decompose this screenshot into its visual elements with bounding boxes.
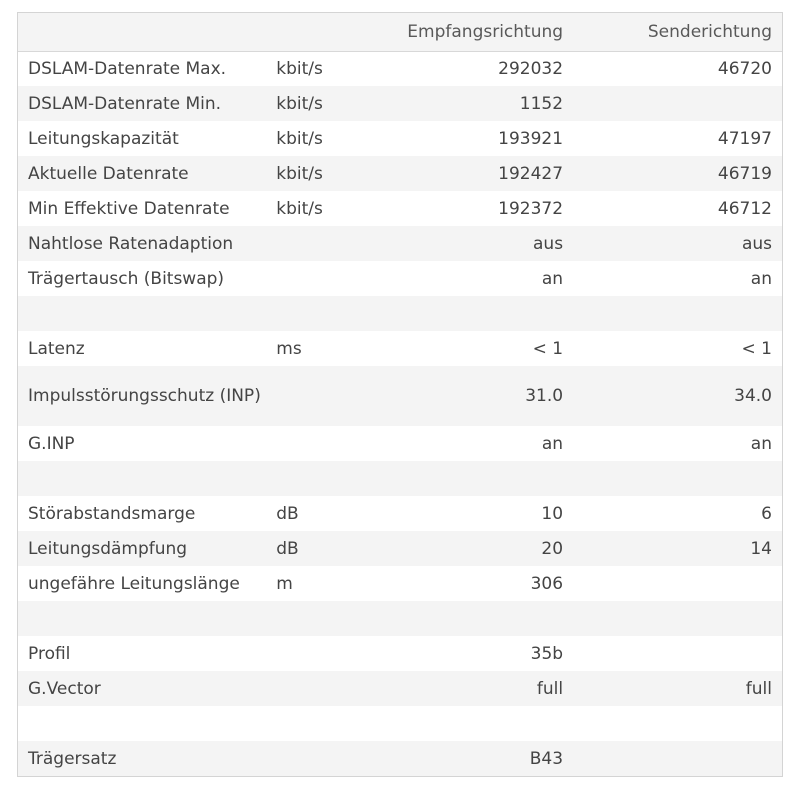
table-row bbox=[18, 426, 782, 461]
row-downstream-value: an bbox=[541, 268, 564, 289]
table-row bbox=[18, 636, 782, 671]
row-unit: dB bbox=[276, 503, 299, 524]
table-row bbox=[18, 261, 782, 296]
table-row bbox=[18, 331, 782, 366]
row-downstream-value: 192372 bbox=[498, 198, 564, 219]
table-row bbox=[18, 121, 782, 156]
table-row bbox=[18, 191, 782, 226]
row-label: Störabstandsmarge bbox=[28, 503, 196, 524]
row-upstream-value: 6 bbox=[761, 503, 772, 524]
table-row bbox=[18, 156, 782, 191]
table-row bbox=[18, 496, 782, 531]
row-label: Min Effektive Datenrate bbox=[28, 198, 230, 219]
row-unit bbox=[266, 706, 373, 741]
row-label: Leitungsdämpfung bbox=[28, 538, 188, 559]
row-upstream-value bbox=[573, 636, 782, 671]
row-unit bbox=[266, 261, 373, 296]
row-upstream-value bbox=[573, 86, 782, 121]
table-header-row bbox=[18, 13, 782, 51]
row-downstream-value: 1152 bbox=[519, 93, 564, 114]
row-downstream-value: full bbox=[536, 678, 564, 699]
row-unit bbox=[266, 671, 373, 706]
row-unit: kbit/s bbox=[276, 198, 323, 219]
row-label: Trägersatz bbox=[28, 748, 117, 769]
table-row bbox=[18, 706, 782, 741]
header-downstream: Empfangsrichtung bbox=[373, 13, 573, 51]
row-label bbox=[18, 296, 266, 331]
row-downstream-value: 31.0 bbox=[525, 386, 564, 406]
row-unit: kbit/s bbox=[276, 128, 323, 149]
row-downstream-value bbox=[373, 296, 573, 331]
row-downstream-value: aus bbox=[533, 233, 564, 254]
row-label: ungefähre Leitungslänge bbox=[28, 573, 240, 594]
table-row bbox=[18, 86, 782, 121]
row-upstream-value: 46719 bbox=[717, 163, 772, 184]
row-unit: kbit/s bbox=[276, 163, 323, 184]
table-row bbox=[18, 566, 782, 601]
row-upstream-value: 34.0 bbox=[734, 386, 772, 406]
row-label bbox=[18, 461, 266, 496]
row-upstream-value: 46712 bbox=[717, 198, 772, 219]
row-label bbox=[18, 601, 266, 636]
row-downstream-value: 306 bbox=[530, 573, 564, 594]
row-unit: dB bbox=[276, 538, 299, 559]
row-label: Trägertausch (Bitswap) bbox=[28, 268, 225, 289]
header-upstream: Senderichtung bbox=[573, 13, 782, 51]
row-upstream-value: 14 bbox=[750, 538, 772, 559]
table-row bbox=[18, 461, 782, 496]
row-downstream-value: 10 bbox=[541, 503, 564, 524]
row-unit bbox=[266, 636, 373, 671]
row-upstream-value: an bbox=[750, 433, 772, 454]
dsl-info-table-container bbox=[17, 12, 783, 777]
table-row bbox=[18, 366, 782, 426]
row-label: DSLAM-Datenrate Min. bbox=[28, 93, 222, 114]
row-downstream-value: B43 bbox=[529, 748, 564, 769]
row-downstream-value: 292032 bbox=[498, 58, 564, 79]
row-upstream-value: < 1 bbox=[741, 338, 772, 359]
header-label bbox=[18, 13, 266, 51]
row-downstream-value: < 1 bbox=[532, 338, 564, 359]
table-row bbox=[18, 226, 782, 261]
row-unit bbox=[266, 366, 373, 426]
table-row bbox=[18, 51, 782, 86]
row-upstream-value: aus bbox=[741, 233, 772, 254]
row-label: Leitungskapazität bbox=[28, 128, 179, 149]
row-unit bbox=[266, 461, 373, 496]
row-upstream-value: 46720 bbox=[717, 58, 772, 79]
row-label: DSLAM-Datenrate Max. bbox=[28, 58, 227, 79]
row-label: Aktuelle Datenrate bbox=[28, 163, 189, 184]
row-upstream-value bbox=[573, 706, 782, 741]
table-row bbox=[18, 671, 782, 706]
dsl-info-table bbox=[18, 13, 782, 776]
row-downstream-value: an bbox=[541, 433, 564, 454]
row-downstream-value bbox=[373, 461, 573, 496]
row-downstream-value: 192427 bbox=[498, 163, 564, 184]
row-downstream-value bbox=[373, 706, 573, 741]
row-upstream-value bbox=[573, 461, 782, 496]
row-unit bbox=[266, 226, 373, 261]
table-row bbox=[18, 601, 782, 636]
row-upstream-value: an bbox=[750, 268, 772, 289]
row-unit: kbit/s bbox=[276, 93, 323, 114]
row-downstream-value: 193921 bbox=[498, 128, 564, 149]
row-unit: ms bbox=[276, 338, 302, 359]
row-unit bbox=[266, 296, 373, 331]
row-label: Latenz bbox=[28, 338, 85, 359]
table-row bbox=[18, 531, 782, 566]
row-unit bbox=[266, 426, 373, 461]
row-label: Impulsstörungsschutz (INP) bbox=[28, 386, 261, 406]
row-upstream-value: full bbox=[745, 678, 772, 699]
table-row bbox=[18, 741, 782, 776]
row-unit: kbit/s bbox=[276, 58, 323, 79]
header-unit bbox=[266, 13, 373, 51]
row-upstream-value bbox=[573, 741, 782, 776]
row-label: G.Vector bbox=[28, 678, 101, 699]
row-label: Profil bbox=[28, 643, 71, 664]
row-unit bbox=[266, 741, 373, 776]
row-label: G.INP bbox=[28, 433, 75, 454]
row-label bbox=[18, 706, 266, 741]
row-upstream-value bbox=[573, 566, 782, 601]
row-upstream-value: 47197 bbox=[717, 128, 772, 149]
row-downstream-value: 35b bbox=[530, 643, 564, 664]
row-unit: m bbox=[276, 573, 293, 594]
row-label: Nahtlose Ratenadaption bbox=[28, 233, 234, 254]
table-row bbox=[18, 296, 782, 331]
row-downstream-value: 20 bbox=[541, 538, 564, 559]
row-unit bbox=[266, 601, 373, 636]
row-upstream-value bbox=[573, 601, 782, 636]
row-upstream-value bbox=[573, 296, 782, 331]
row-downstream-value bbox=[373, 601, 573, 636]
